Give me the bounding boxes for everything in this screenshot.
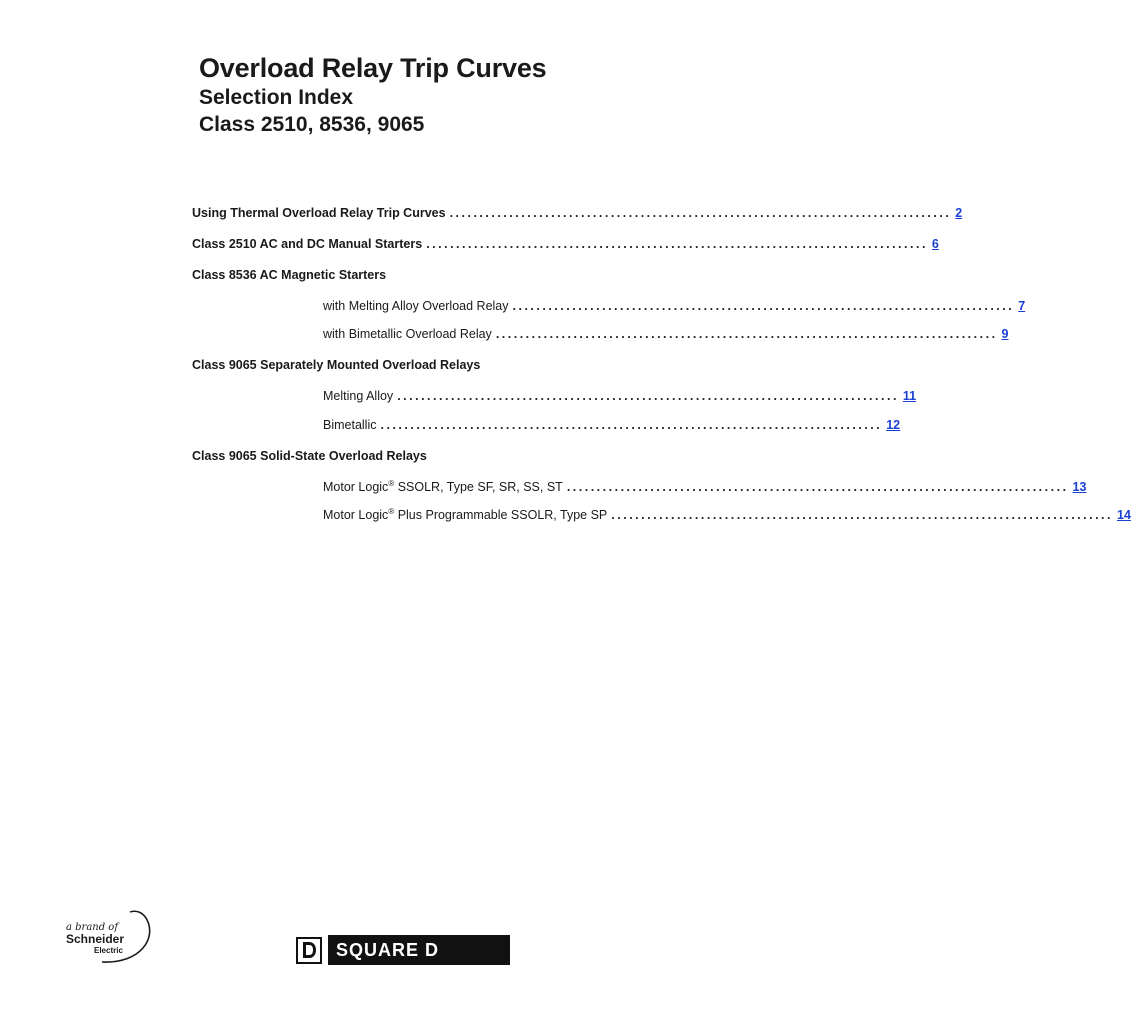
page-link-11[interactable]: 11: [902, 389, 917, 403]
toc-label: Class 9065 Separately Mounted Overload Relays: [192, 358, 481, 372]
toc-heading-class-8536: [192, 267, 701, 283]
dot-leader: ....................................................................................: [611, 508, 1114, 522]
toc-label: Using Thermal Overload Relay Trip Curves: [192, 206, 446, 220]
page-link-6[interactable]: 6: [931, 237, 939, 251]
subtitle-selection-index: Selection Index: [199, 86, 354, 109]
toc-label: Bimetallic: [323, 418, 377, 432]
dot-leader: ....................................................................................: [449, 206, 952, 220]
toc-entry-melting-alloy-relay: [323, 298, 1026, 314]
toc-heading-class-9065-separate: [192, 357, 701, 373]
registered-mark: ®: [388, 506, 395, 516]
toc-label: Motor Logic® Plus Programmable SSOLR, Type SP: [323, 506, 608, 522]
page-title: Overload Relay Trip Curves: [199, 53, 547, 83]
toc-label: Class 8536 AC Magnetic Starters: [192, 268, 387, 282]
dot-leader: ....................................................................................: [380, 418, 883, 432]
toc-entry-class-2510: [192, 236, 939, 252]
square-d-logo: [296, 935, 510, 965]
registered-mark: ®: [388, 478, 395, 488]
dot-leader: ....................................................................................: [426, 237, 928, 251]
dot-leader: ....................................................................................: [512, 299, 1015, 313]
toc-label: Motor Logic® SSOLR, Type SF, SR, SS, ST: [323, 478, 563, 494]
page-link-2[interactable]: 2: [955, 206, 963, 220]
page-link-7[interactable]: 7: [1018, 299, 1026, 313]
page-link-12[interactable]: 12: [886, 418, 901, 432]
page-link-13[interactable]: 13: [1072, 480, 1087, 494]
toc-entry-bimetallic-relay: [323, 326, 1009, 342]
toc-entry-motor-logic: [323, 478, 1087, 495]
toc-entry-motor-logic-plus: [323, 506, 1131, 523]
square-d-icon: [296, 937, 322, 964]
toc-entry-using-thermal: [192, 205, 963, 221]
svg-text:Electric: Electric: [94, 946, 123, 955]
subtitle-classes: Class 2510, 8536, 9065: [199, 113, 425, 136]
toc-label: Melting Alloy: [323, 389, 394, 403]
dot-leader: ....................................................................................: [397, 389, 899, 403]
square-d-wordmark: SQUARE D: [328, 935, 510, 965]
toc-label: with Bimetallic Overload Relay: [323, 327, 492, 341]
svg-text:Schneider: Schneider: [66, 932, 125, 946]
toc-label: with Melting Alloy Overload Relay: [323, 299, 509, 313]
schneider-electric-logo: [62, 908, 154, 968]
title-block: [199, 52, 546, 138]
toc-label: Class 2510 AC and DC Manual Starters: [192, 237, 423, 251]
d-letter-icon: [301, 941, 317, 959]
page-link-14[interactable]: 14: [1117, 508, 1131, 522]
svg-text:a brand of: a brand of: [66, 922, 119, 933]
dot-leader: ....................................................................................: [495, 327, 998, 341]
toc-entry-melting-alloy: [323, 388, 917, 404]
toc-heading-class-9065-solid-state: [192, 448, 701, 464]
toc-entry-bimetallic: [323, 417, 901, 433]
page-link-9[interactable]: 9: [1001, 327, 1009, 341]
dot-leader: ....................................................................................: [566, 480, 1069, 494]
toc-label: Class 9065 Solid-State Overload Relays: [192, 449, 427, 463]
